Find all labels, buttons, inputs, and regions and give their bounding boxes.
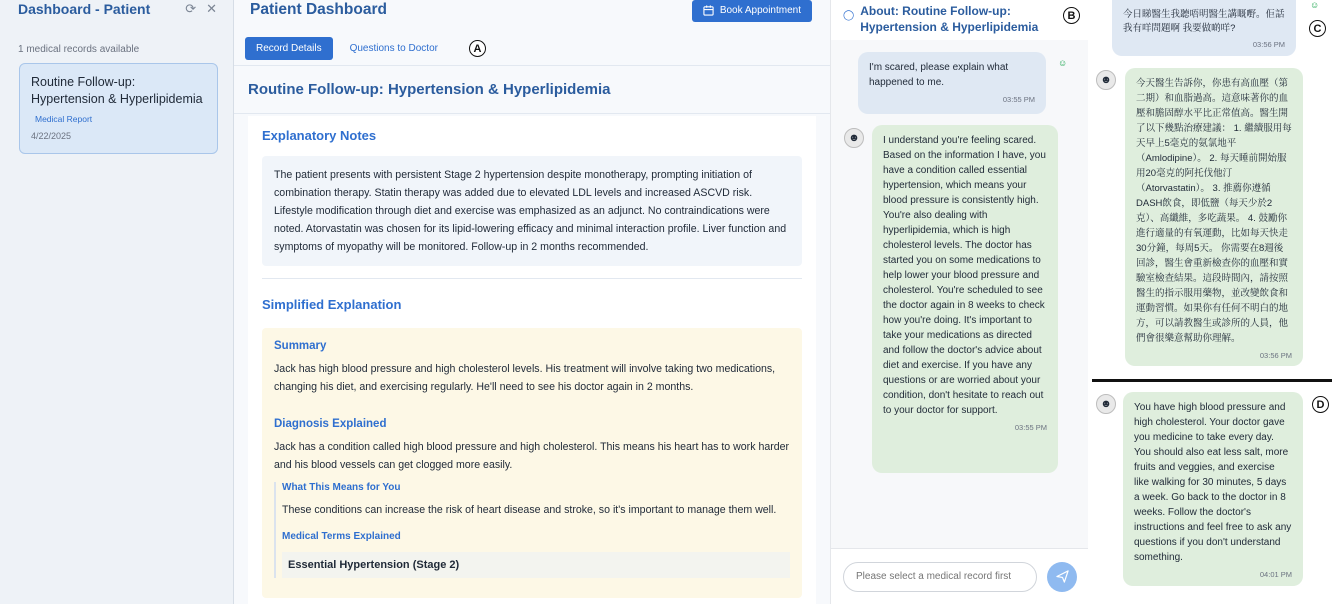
summary-title: Summary bbox=[274, 340, 327, 352]
chat-input-row bbox=[831, 548, 1089, 604]
assistant-avatar-icon: ☻ bbox=[1096, 394, 1116, 414]
marker-c: C bbox=[1309, 20, 1326, 37]
section-divider bbox=[262, 278, 802, 279]
send-button[interactable] bbox=[1047, 562, 1077, 592]
record-heading: Routine Follow-up: Hypertension & Hyperlipidemia bbox=[248, 81, 611, 98]
message-time: 03:55 PM bbox=[1002, 95, 1035, 104]
assistant-message-text: I understand you're feeling scared. Based on the information I have, you have a condition called essential hypertension, which means your blood pressure is consistently high. You're also dealing with hyperlipidemia, which is high cholesterol levels. The doctor has started you on some medications to help lower your blood pressure and cholesterol. You're scheduled to see the doctor again in 8 weeks to check how you're doing. It's important to take your medications as directed and follow the doctor's advice about diet and exercise. If you have any questions or are worried about your condition, don't hesitate to reach out to your doctor for support. bbox=[883, 135, 1046, 416]
means-title: What This Means for You bbox=[282, 482, 401, 493]
sidebar-title: Dashboard - Patient bbox=[18, 1, 151, 17]
user-avatar-icon: ☺ bbox=[1058, 58, 1068, 68]
explanatory-notes-title: Explanatory Notes bbox=[262, 128, 377, 143]
chat-title: About: Routine Follow-up: Hypertension & Hyperlipidemia bbox=[860, 4, 1039, 34]
term-item: Essential Hypertension (Stage 2) bbox=[282, 552, 790, 578]
panel-divider bbox=[1092, 379, 1332, 382]
record-content bbox=[248, 116, 816, 604]
page-title: Patient Dashboard bbox=[250, 1, 387, 18]
refresh-icon[interactable]: ⟳ bbox=[185, 1, 197, 16]
message-time: 03:56 PM bbox=[1259, 351, 1292, 360]
tab-record-details[interactable]: Record Details bbox=[245, 37, 333, 60]
means-text: These conditions can increase the risk of heart disease and stroke, so it's important to manage them well. bbox=[282, 504, 777, 516]
sidebar-header bbox=[0, 0, 233, 34]
chat-messages bbox=[831, 40, 1089, 548]
marker-d: D bbox=[1312, 396, 1329, 413]
message-time: 03:55 PM bbox=[1014, 423, 1047, 432]
main-header bbox=[234, 0, 830, 32]
assistant-avatar-icon: ☻ bbox=[1096, 70, 1116, 90]
explanatory-notes: The patient presents with persistent Stage 2 hypertension despite monotherapy, prompting initiation of combination therapy. Statin therapy was added due to elevated LDL levels and increased ASCVD risk. Lifestyle modification through diet and exercise was emphasized as an adjunct. No contraindications were noted. Atorvastatin was chosen for its lipid-lowering efficacy and minimal interaction profile. Liver function and symptoms of myopathy will be monitored. Follow-up in 2 months recommended. bbox=[262, 156, 802, 266]
user-message-text: 今日睇醫生我聽唔明醫生講嘅嘢。佢話我有咩問題啊 我要做啲咩? bbox=[1123, 9, 1285, 34]
user-message-cantonese bbox=[1112, 0, 1296, 56]
book-appointment-label: Book Appointment bbox=[719, 5, 801, 16]
assistant-message bbox=[872, 125, 1058, 473]
marker-b: B bbox=[1063, 7, 1080, 24]
sidebar bbox=[0, 0, 234, 604]
means-section bbox=[274, 482, 790, 578]
diagnosis-text: Jack has a condition called high blood pressure and high cholesterol. This means his heart has to work harder and his blood vessels can get clogged more easily. bbox=[274, 441, 790, 471]
assistant-message-simple bbox=[1123, 392, 1303, 586]
record-card[interactable] bbox=[19, 63, 218, 154]
message-time: 03:56 PM bbox=[1252, 40, 1285, 49]
book-appointment-button[interactable] bbox=[692, 0, 812, 22]
simplified-explanation-title: Simplified Explanation bbox=[262, 297, 402, 312]
record-heading-bar bbox=[234, 66, 830, 114]
assistant-message-chinese bbox=[1125, 68, 1303, 366]
summary-text: Jack has high blood pressure and high cholesterol levels. His treatment will involve taking two medications, changing his diet, and exercising regularly. He'll need to see his doctor again in 2 months. bbox=[274, 363, 776, 393]
tab-questions-to-doctor[interactable]: Questions to Doctor bbox=[349, 43, 438, 54]
user-avatar-icon: ☺ bbox=[1310, 0, 1320, 10]
user-message bbox=[858, 52, 1046, 114]
chat-panel bbox=[830, 0, 1088, 604]
close-icon[interactable]: ✕ bbox=[206, 1, 217, 16]
user-message-text: I'm scared, please explain what happened to me. bbox=[869, 62, 1009, 88]
chat-bubble-icon: ◯ bbox=[843, 10, 855, 21]
terms-title: Medical Terms Explained bbox=[282, 531, 401, 542]
record-count: 1 medical records available bbox=[18, 44, 140, 55]
marker-a: A bbox=[469, 40, 486, 57]
diagnosis-title: Diagnosis Explained bbox=[274, 418, 387, 430]
message-time: 04:01 PM bbox=[1259, 570, 1292, 579]
calendar-icon bbox=[703, 5, 714, 16]
assistant-message-text: You have high blood pressure and high cholesterol. Your doctor gave you medicine to take every day. You should also eat less salt, more fruits and veggies, and exercise like walking for 30 minutes, 5 days a week. Go back to the doctor in 8 weeks. Follow the doctor's instructions and feel free to ask any questions if you don't understand something. bbox=[1134, 402, 1292, 563]
chat-input[interactable] bbox=[843, 562, 1037, 592]
translation-panel bbox=[1088, 0, 1332, 604]
record-card-date: 4/22/2025 bbox=[31, 131, 72, 141]
record-card-type: Medical Report bbox=[35, 114, 93, 124]
main-panel bbox=[234, 0, 830, 604]
chat-header bbox=[831, 0, 1088, 40]
simplified-explanation bbox=[262, 328, 802, 598]
record-card-title: Routine Follow-up: Hypertension & Hyperlipidemia bbox=[31, 75, 203, 106]
tab-bar bbox=[234, 32, 830, 66]
assistant-message-text: 今天醫生告訴你，你患有高血壓（第二期）和血脂過高。這意味著你的血壓和膽固醇水平比正常值高。醫生開了以下幾點治療建議： 1. 繼續服用每天早上5毫克的氨氯地平（Amlodipine）。 2. 每天睡前開始服用20毫克的阿托伐他汀（Atorvastatin）。 3. 推薦你遵循DASH飲食，即低鹽（每天少於2克）、高纖維，多吃蔬果。 4. 鼓勵你進行適量的有氧運動，比如每天快走30分鐘，每周5天。 你需要在8週後回診，醫生會重新檢查你的血壓和實驗室檢查結果。這段時間內，請按照醫生的指示服用藥物，並改變飲食和運動習慣。如果你有任何不明白的地方，可以請教醫生或診所的人員，他們會很樂意幫助你理解。 bbox=[1136, 78, 1292, 344]
send-icon bbox=[1056, 570, 1069, 583]
assistant-avatar-icon: ☻ bbox=[844, 128, 864, 148]
